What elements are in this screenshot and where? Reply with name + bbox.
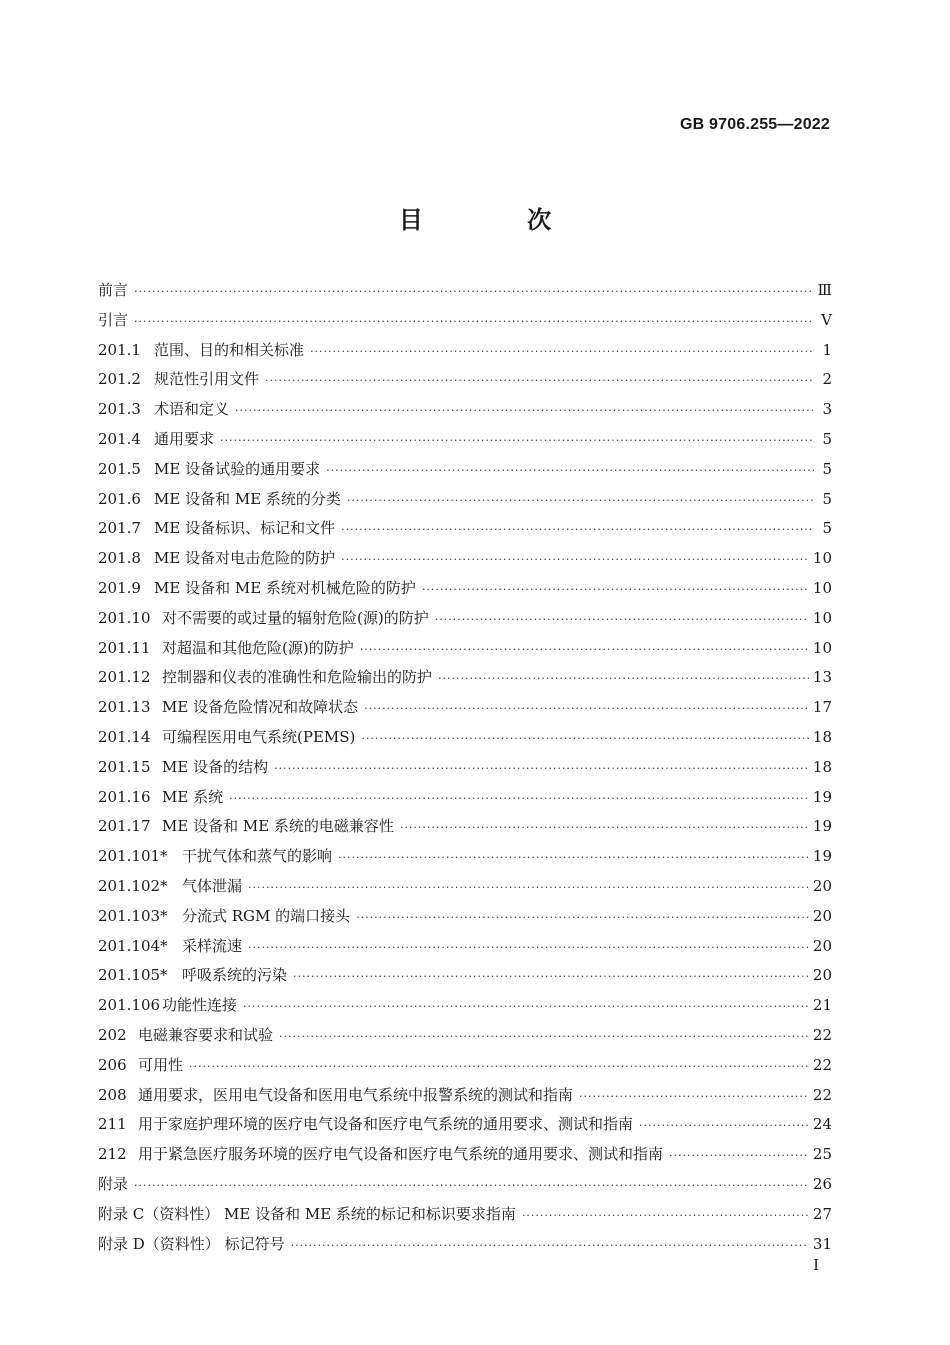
toc-entry-number: 212 bbox=[98, 1145, 127, 1164]
toc-entry[interactable] bbox=[98, 1021, 832, 1051]
toc-entry-title: 干扰气体和蒸气的影响 bbox=[182, 847, 333, 866]
toc-entry-number: 201.101* bbox=[98, 847, 168, 866]
page-title: 目 次 bbox=[398, 205, 600, 234]
toc-entry-page: 22 bbox=[812, 1025, 832, 1044]
toc-entry[interactable] bbox=[98, 723, 832, 753]
toc-entry-page: 13 bbox=[812, 668, 832, 687]
dot-leader bbox=[134, 307, 814, 337]
dot-leader bbox=[669, 1141, 809, 1171]
dot-leader bbox=[341, 515, 814, 545]
toc-entry-number: 201.9 bbox=[98, 578, 141, 597]
toc-entry-title: 对不需要的或过量的辐射危险(源)的防护 bbox=[162, 608, 429, 627]
toc-entry-page: 5 bbox=[822, 429, 832, 448]
toc-entry-title: 附录 bbox=[98, 1174, 129, 1193]
toc-entry-number: 201.105* bbox=[98, 966, 168, 985]
toc-entry-number: 201.15 bbox=[98, 757, 151, 776]
toc-entry-page: 19 bbox=[812, 817, 832, 836]
toc-entry-number: 201.17 bbox=[98, 817, 151, 836]
toc-entry[interactable] bbox=[98, 932, 832, 962]
toc-entry[interactable] bbox=[98, 485, 832, 515]
dot-leader bbox=[338, 843, 809, 873]
toc-entry[interactable] bbox=[98, 663, 832, 693]
toc-entry-number: 202 bbox=[98, 1025, 127, 1044]
toc-entry-page: 20 bbox=[812, 966, 832, 985]
toc-entry[interactable] bbox=[98, 306, 832, 336]
dot-leader bbox=[279, 1022, 809, 1052]
toc-entry-number: 211 bbox=[98, 1115, 127, 1134]
toc-entry-page: Ⅲ bbox=[817, 281, 832, 299]
toc-entry-title: ME 设备标识、标记和文件 bbox=[154, 519, 336, 538]
toc-entry-number: 201.8 bbox=[98, 549, 141, 568]
toc-entry-title: 功能性连接 bbox=[162, 996, 238, 1015]
toc-entry-number: 208 bbox=[98, 1085, 127, 1104]
dot-leader bbox=[364, 694, 809, 724]
toc-entry[interactable] bbox=[98, 1051, 832, 1081]
toc-entry-page: 1 bbox=[822, 340, 832, 359]
toc-entry-number: 201.11 bbox=[98, 638, 151, 657]
toc-entry[interactable] bbox=[98, 365, 832, 395]
dot-leader bbox=[347, 486, 814, 516]
toc-entry-title: 电磁兼容要求和试验 bbox=[138, 1025, 274, 1044]
toc-entry-page: 10 bbox=[812, 578, 832, 597]
toc-entry-page: 27 bbox=[812, 1204, 832, 1223]
toc-entry[interactable] bbox=[98, 991, 832, 1021]
toc-entry-number: 201.103* bbox=[98, 906, 168, 925]
toc-entry-title: 呼吸系统的污染 bbox=[182, 966, 288, 985]
dot-leader bbox=[189, 1052, 809, 1082]
toc-entry[interactable] bbox=[98, 1110, 832, 1140]
toc-entry-page: 3 bbox=[822, 400, 832, 419]
toc-entry-title: 控制器和仪表的准确性和危险输出的防护 bbox=[162, 668, 433, 687]
toc-entry-page: 5 bbox=[822, 459, 832, 478]
toc-entry-page: 2 bbox=[822, 370, 832, 389]
toc-entry-title: ME 设备试验的通用要求 bbox=[154, 459, 321, 478]
toc-entry-page: 24 bbox=[812, 1115, 832, 1134]
dot-leader bbox=[639, 1111, 809, 1141]
toc-entry-title: 采样流速 bbox=[182, 936, 243, 955]
toc-entry-number: 201.10 bbox=[98, 608, 151, 627]
toc-entry[interactable] bbox=[98, 544, 832, 574]
dot-leader bbox=[220, 426, 814, 456]
toc-entry-page: 5 bbox=[822, 489, 832, 508]
toc-entry[interactable] bbox=[98, 1170, 832, 1200]
dot-leader bbox=[341, 545, 809, 575]
toc-entry[interactable] bbox=[98, 783, 832, 813]
toc-entry-page: 20 bbox=[812, 906, 832, 925]
toc-entry[interactable] bbox=[98, 1081, 832, 1111]
dot-leader bbox=[361, 724, 809, 754]
toc-entry[interactable] bbox=[98, 753, 832, 783]
toc-entry-title: ME 设备和 ME 系统对机械危险的防护 bbox=[154, 578, 416, 597]
toc-entry-page: 19 bbox=[812, 787, 832, 806]
dot-leader bbox=[326, 456, 814, 486]
dot-leader bbox=[435, 605, 809, 635]
toc-entry-number: 201.13 bbox=[98, 698, 151, 717]
toc-entry[interactable] bbox=[98, 1200, 832, 1230]
toc-entry-title: 通用要求 bbox=[154, 429, 215, 448]
dot-leader bbox=[356, 903, 809, 933]
toc-entry-number: 201.7 bbox=[98, 519, 141, 538]
dot-leader bbox=[235, 396, 814, 426]
dot-leader bbox=[400, 813, 809, 843]
toc-entry-page: 5 bbox=[822, 519, 832, 538]
toc-entry[interactable] bbox=[98, 276, 832, 306]
toc-entry[interactable] bbox=[98, 634, 832, 664]
toc-entry-title: ME 设备和 ME 系统的电磁兼容性 bbox=[162, 817, 394, 836]
toc-entry-page: 17 bbox=[812, 698, 832, 717]
toc-entry-page: 18 bbox=[812, 727, 832, 746]
toc-entry-number: 201.5 bbox=[98, 459, 141, 478]
toc-entry-page: 22 bbox=[812, 1055, 832, 1074]
dot-leader bbox=[248, 933, 809, 963]
toc-entry-title: ME 设备危险情况和故障状态 bbox=[162, 698, 359, 717]
toc-entry[interactable] bbox=[98, 336, 832, 366]
toc-entry-title: 对超温和其他危险(源)的防护 bbox=[162, 638, 354, 657]
toc-entry-title: 术语和定义 bbox=[154, 400, 230, 419]
toc-entry-number: 201.2 bbox=[98, 370, 141, 389]
toc-entry-number: 201.106 bbox=[98, 996, 161, 1015]
dot-leader bbox=[265, 366, 814, 396]
toc-entry[interactable] bbox=[98, 693, 832, 723]
toc-entry-number: 201.6 bbox=[98, 489, 141, 508]
toc-entry[interactable] bbox=[98, 514, 832, 544]
toc-entry-title: 附录 D（资料性） 标记符号 bbox=[98, 1234, 285, 1253]
dot-leader bbox=[274, 754, 809, 784]
dot-leader bbox=[243, 992, 809, 1022]
dot-leader bbox=[291, 1231, 809, 1261]
toc-entry-page: 10 bbox=[812, 608, 832, 627]
toc-entry-page: 25 bbox=[812, 1145, 832, 1164]
toc-entry-title: ME 系统 bbox=[162, 787, 224, 806]
toc-entry[interactable] bbox=[98, 574, 832, 604]
toc-entry-title: 用于紧急医疗服务环境的医疗电气设备和医疗电气系统的通用要求、测试和指南 bbox=[138, 1145, 664, 1164]
toc-entry-title: 前言 bbox=[98, 281, 129, 299]
toc-entry[interactable] bbox=[98, 604, 832, 634]
toc-entry-number: 201.1 bbox=[98, 340, 141, 359]
standard-code: GB 9706.255—2022 bbox=[680, 116, 830, 133]
toc-entry-title: 引言 bbox=[98, 310, 129, 329]
toc-entry-title: 气体泄漏 bbox=[182, 876, 243, 895]
toc-entry-title: 通用要求，医用电气设备和医用电气系统中报警系统的测试和指南 bbox=[138, 1085, 574, 1104]
dot-leader bbox=[310, 337, 814, 367]
toc-entry-title: 可编程医用电气系统(PEMS) bbox=[162, 727, 356, 746]
toc-entry[interactable] bbox=[98, 395, 832, 425]
toc-entry[interactable] bbox=[98, 455, 832, 485]
toc-entry[interactable] bbox=[98, 425, 832, 455]
toc-entry[interactable] bbox=[98, 842, 832, 872]
dot-leader bbox=[229, 784, 809, 814]
toc-entry[interactable] bbox=[98, 902, 832, 932]
toc-entry-number: 206 bbox=[98, 1055, 127, 1074]
toc-entry-number: 201.14 bbox=[98, 727, 151, 746]
dot-leader bbox=[248, 873, 809, 903]
toc-entry[interactable] bbox=[98, 1140, 832, 1170]
toc-entry-number: 201.104* bbox=[98, 936, 168, 955]
toc-entry-page: 31 bbox=[812, 1234, 832, 1253]
toc-entry-title: 分流式 RGM 的端口接头 bbox=[182, 906, 351, 925]
toc-entry-page: V bbox=[821, 310, 832, 329]
toc-entry-page: 20 bbox=[812, 876, 832, 895]
toc-entry-page: 18 bbox=[812, 757, 832, 776]
toc-entry-page: 10 bbox=[812, 549, 832, 568]
toc-entry[interactable] bbox=[98, 812, 832, 842]
toc-entry-page: 21 bbox=[812, 996, 832, 1015]
toc-entry-title: 规范性引用文件 bbox=[154, 370, 260, 389]
toc-entry-title: ME 设备和 ME 系统的分类 bbox=[154, 489, 341, 508]
dot-leader bbox=[522, 1201, 809, 1231]
dot-leader bbox=[134, 277, 814, 307]
toc-entry[interactable] bbox=[98, 1230, 832, 1260]
toc-entry-number: 201.102* bbox=[98, 876, 168, 895]
page-number: I bbox=[813, 1256, 819, 1274]
dot-leader bbox=[438, 664, 809, 694]
toc-entry-page: 26 bbox=[812, 1174, 832, 1193]
toc-entry-page: 22 bbox=[812, 1085, 832, 1104]
toc-entry-number: 201.16 bbox=[98, 787, 151, 806]
dot-leader bbox=[422, 575, 809, 605]
dot-leader bbox=[293, 962, 809, 992]
toc-entry[interactable] bbox=[98, 961, 832, 991]
dot-leader bbox=[360, 635, 809, 665]
toc-entry-title: 用于家庭护理环境的医疗电气设备和医疗电气系统的通用要求、测试和指南 bbox=[138, 1115, 634, 1134]
toc-entry-title: ME 设备对电击危险的防护 bbox=[154, 549, 336, 568]
toc-entry[interactable] bbox=[98, 872, 832, 902]
table-of-contents bbox=[98, 276, 832, 1259]
dot-leader bbox=[134, 1171, 809, 1201]
toc-entry-title: 附录 C（资料性） ME 设备和 ME 系统的标记和标识要求指南 bbox=[98, 1204, 516, 1223]
toc-entry-number: 201.3 bbox=[98, 400, 141, 419]
toc-entry-title: ME 设备的结构 bbox=[162, 757, 269, 776]
toc-entry-title: 可用性 bbox=[138, 1055, 184, 1074]
toc-entry-number: 201.12 bbox=[98, 668, 151, 687]
toc-entry-title: 范围、目的和相关标准 bbox=[154, 340, 305, 359]
toc-entry-page: 20 bbox=[812, 936, 832, 955]
dot-leader bbox=[579, 1082, 809, 1112]
toc-entry-page: 19 bbox=[812, 847, 832, 866]
toc-entry-number: 201.4 bbox=[98, 429, 141, 448]
toc-entry-page: 10 bbox=[812, 638, 832, 657]
